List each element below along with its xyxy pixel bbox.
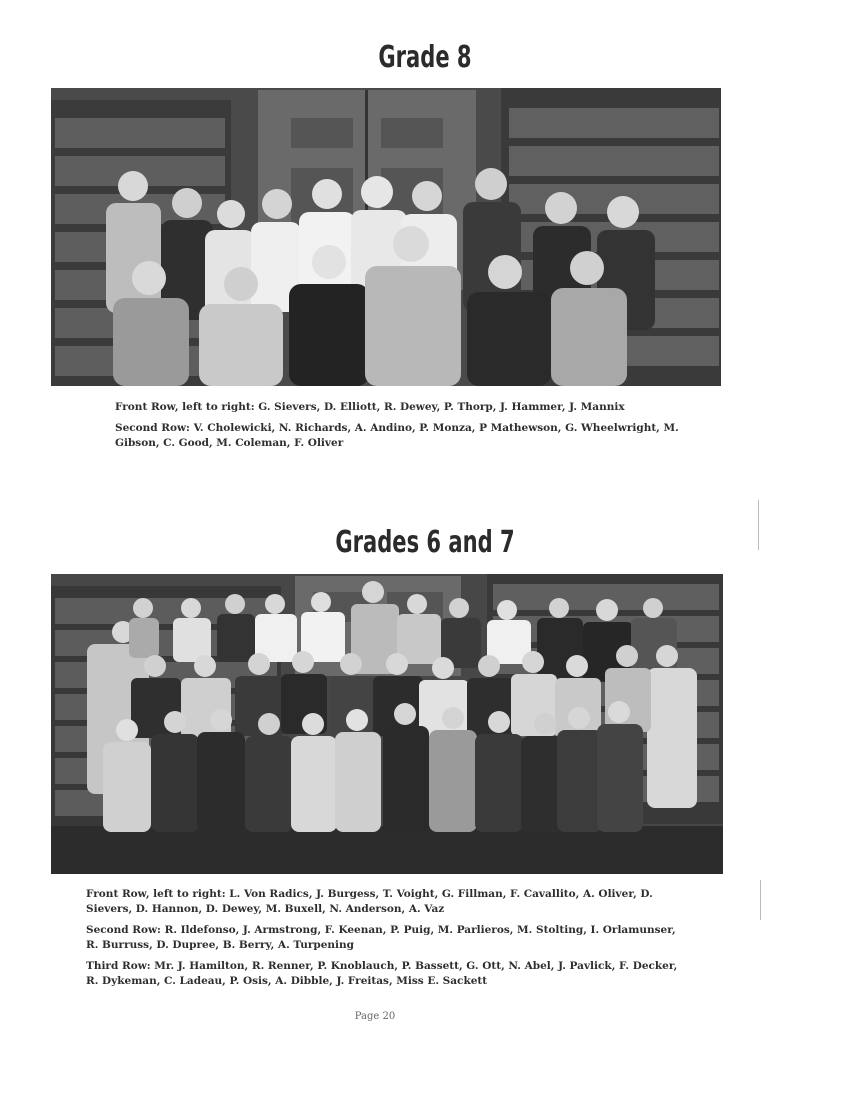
grades-6-7-front-row-names: Front Row, left to right: L. Von Radics, J. Burgess, T. Voight, G. Fillman, F. Cavallito, A. Oliver, D. Sievers, D. Hannon, D. Dewey, M. Buxell, N. Anderson, A. Vaz: [86, 888, 653, 915]
grade-8-second-row-names: Second Row: V. Cholewicki, N. Richards, A. Andino, P. Monza, P Mathewson, G. Wheelwright, M. Gibson, C. Good, M. Coleman, F. Oliver: [115, 422, 679, 449]
page-number: Page 20: [354, 1011, 396, 1022]
grade-8-heading: Grade 8: [378, 40, 472, 75]
scan-edge-mark: [758, 500, 759, 550]
grade-8-class-photo: [51, 88, 721, 386]
grades-6-7-second-row-names: Second Row: R. Ildefonso, J. Armstrong, F. Keenan, P. Puig, M. Parlieros, M. Stolting, I. Orlamunser, R. Burruss, D. Dupree, B. Berry, A. Turpening: [86, 924, 676, 951]
scan-edge-mark: [760, 880, 761, 920]
grades-6-7-heading: Grades 6 and 7: [335, 525, 515, 560]
grades-6-7-class-photo: [51, 574, 723, 874]
grades-6-7-third-row-names: Third Row: Mr. J. Hamilton, R. Renner, P. Knoblauch, P. Bassett, G. Ott, N. Abel, J. Pavlick, F. Decker, R. Dykeman, C. Ladeau, P. Osis, A. Dibble, J. Freitas, Miss E. Sackett: [86, 960, 678, 987]
grade-8-front-row-names: Front Row, left to right: G. Sievers, D. Elliott, R. Dewey, P. Thorp, J. Hammer, J. Mannix: [115, 401, 625, 413]
grades-6-7-caption: [86, 887, 686, 995]
grade-8-caption: [115, 400, 690, 457]
